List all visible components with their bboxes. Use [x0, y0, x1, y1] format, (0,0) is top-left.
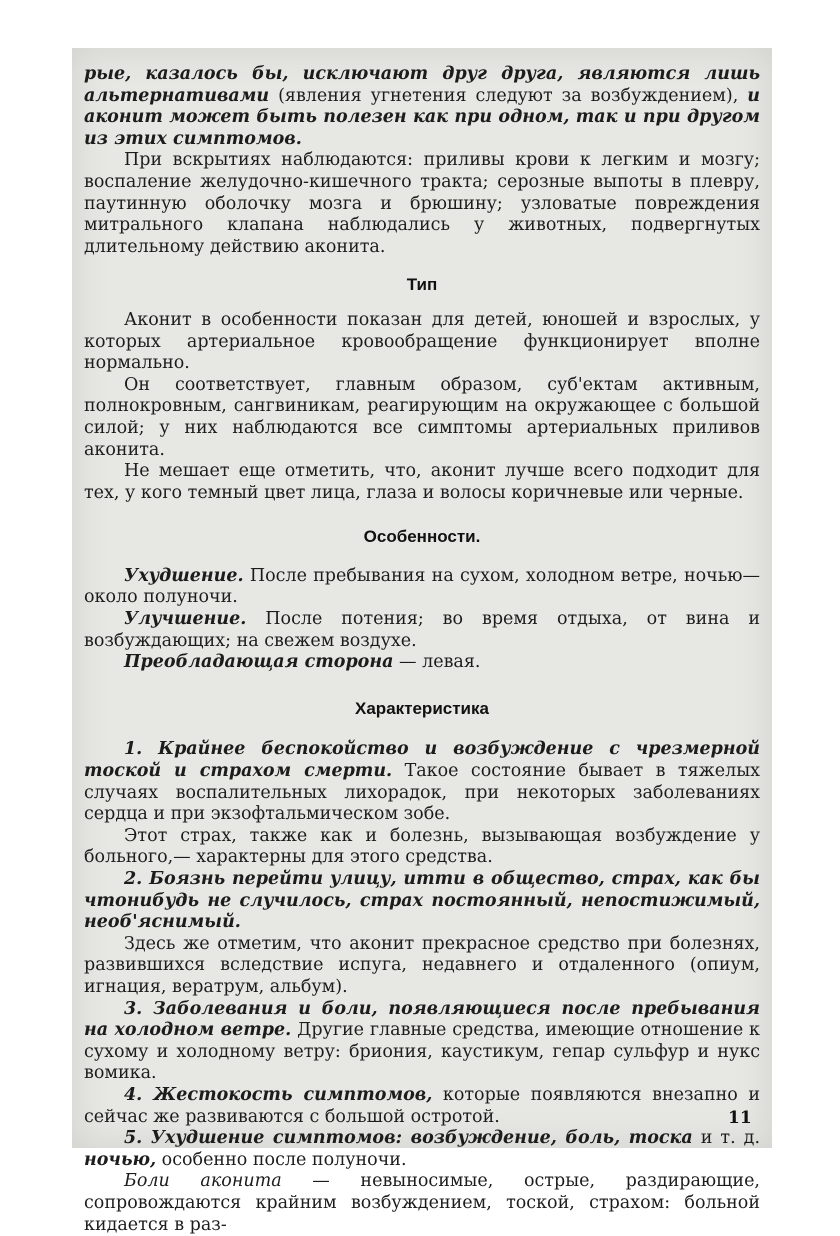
page-number: 11	[728, 1108, 752, 1128]
characteristic-5	[84, 1128, 760, 1171]
heading-features: Особенности.	[363, 527, 481, 547]
characteristic-3	[84, 999, 760, 1085]
paragraph-continuation	[84, 64, 760, 150]
paragraph-type-3: Не мешает еще отметить, что, аконит лучше всего подходит для тех, у кого темный цвет лица, глаза и волосы коричневые или черные.	[84, 461, 760, 503]
feature-side	[84, 652, 760, 674]
characteristic-2-note: Здесь же отметим, что аконит прекрасное средство при болезнях, развившихся вследствие испуга, недавнего и отдаленного (опиум, игнация, вератрум, альбум).	[84, 933, 760, 997]
characteristic-text: — невыносимые, острые, раздирающие, сопровождаются крайним возбуждением, тоской, страхом: больной кидается в раз-	[84, 1171, 760, 1235]
emphasis-text: рые, казалось бы, исключают друг друга, являются лишь альтернативами	[84, 64, 760, 106]
feature-label: Ухудшение.	[124, 565, 244, 586]
characteristic-text: Другие главные средства, имеющие отношение к сухому и холодному ветру: бриония, каустикум, гепар сульфур и нукс вомика.	[84, 1020, 760, 1084]
text-column	[84, 64, 760, 1236]
characteristic-text: Такое состояние бывает в тяжелых случаях воспалительных лихорадок, при некоторых заболеваниях сердца и при экзофтальмическом зобе.	[84, 761, 761, 825]
characteristic-label: 1. Крайнее беспокойство и возбуждение с чрезмерной тоской и страхом смерти.	[84, 739, 760, 782]
characteristic-label: ночью,	[84, 1149, 157, 1170]
paragraph-type-1: Аконит в особенности показан для детей, юношей и взрослых, у которых артериальное кровообращение функционирует вполне нормально.	[84, 309, 760, 374]
emphasis-text: и аконит может быть полезен как при одном, так и при другом из этих симптомов.	[84, 85, 760, 149]
characteristic-text: и т. д.	[692, 1128, 761, 1149]
feature-text: — левая.	[393, 652, 481, 673]
feature-worsening	[84, 566, 760, 609]
characteristic-1-note: Этот страх, также как и болезнь, вызывающая возбуждение у больного,— характерны для этого средства.	[84, 825, 760, 868]
characteristic-text: особенно после полуночи.	[156, 1149, 407, 1170]
heading-type: Тип	[406, 275, 438, 295]
characteristic-label: Боли аконита	[124, 1171, 282, 1192]
characteristic-4	[84, 1085, 760, 1128]
heading-characteristics: Характеристика	[355, 698, 489, 718]
characteristic-label: 4. Жестокость симптомов,	[124, 1084, 433, 1105]
feature-text: После потения; во время отдыха, от вина и возбуждающих; на свежем воздухе.	[84, 609, 760, 651]
paragraph-type-2: Он соответствует, главным образом, суб'ектам активным, полнокровным, сангвиникам, реагирующим на окружающее с большой силой; у них наблюдаются все симптомы артериальных приливов аконита.	[84, 374, 760, 460]
characteristic-label: 2. Боязнь перейти улицу, итти в общество, страх, как бы чтонибудь не случилось, страх постоянный, непостижимый, необ'яснимый.	[84, 869, 760, 933]
characteristic-label: 3. Заболевания и боли, появляющиеся после пребывания на холодном ветре.	[84, 998, 760, 1041]
characteristic-label: 5. Ухудшение симптомов: возбуждение, боль, тоска	[124, 1128, 693, 1149]
characteristic-text: которые появляются внезапно и сейчас же развиваются с большой остротой.	[84, 1084, 760, 1127]
paragraph-autopsy: При вскрытиях наблюдаются: приливы крови к легким и мозгу; воспаление желудочно-кишечного тракта; серозные выпоты в плевру, паутинную оболочку мозга и брюшину; узловатые повреждения митрального клапана наблюдались у животных, подвергнутых длительному действию аконита.	[84, 150, 760, 257]
characteristic-2	[84, 869, 760, 934]
characteristic-pains	[84, 1171, 760, 1236]
characteristic-1	[84, 739, 760, 825]
feature-label: Улучшение.	[124, 609, 247, 630]
body-text: (явления угнетения следуют за возбуждением),	[269, 85, 748, 106]
feature-improvement	[84, 609, 760, 652]
feature-text: После пребывания на сухом, холодном ветре, ночью— около полуночи.	[84, 565, 760, 608]
feature-label: Преобладающая сторона	[124, 652, 394, 673]
